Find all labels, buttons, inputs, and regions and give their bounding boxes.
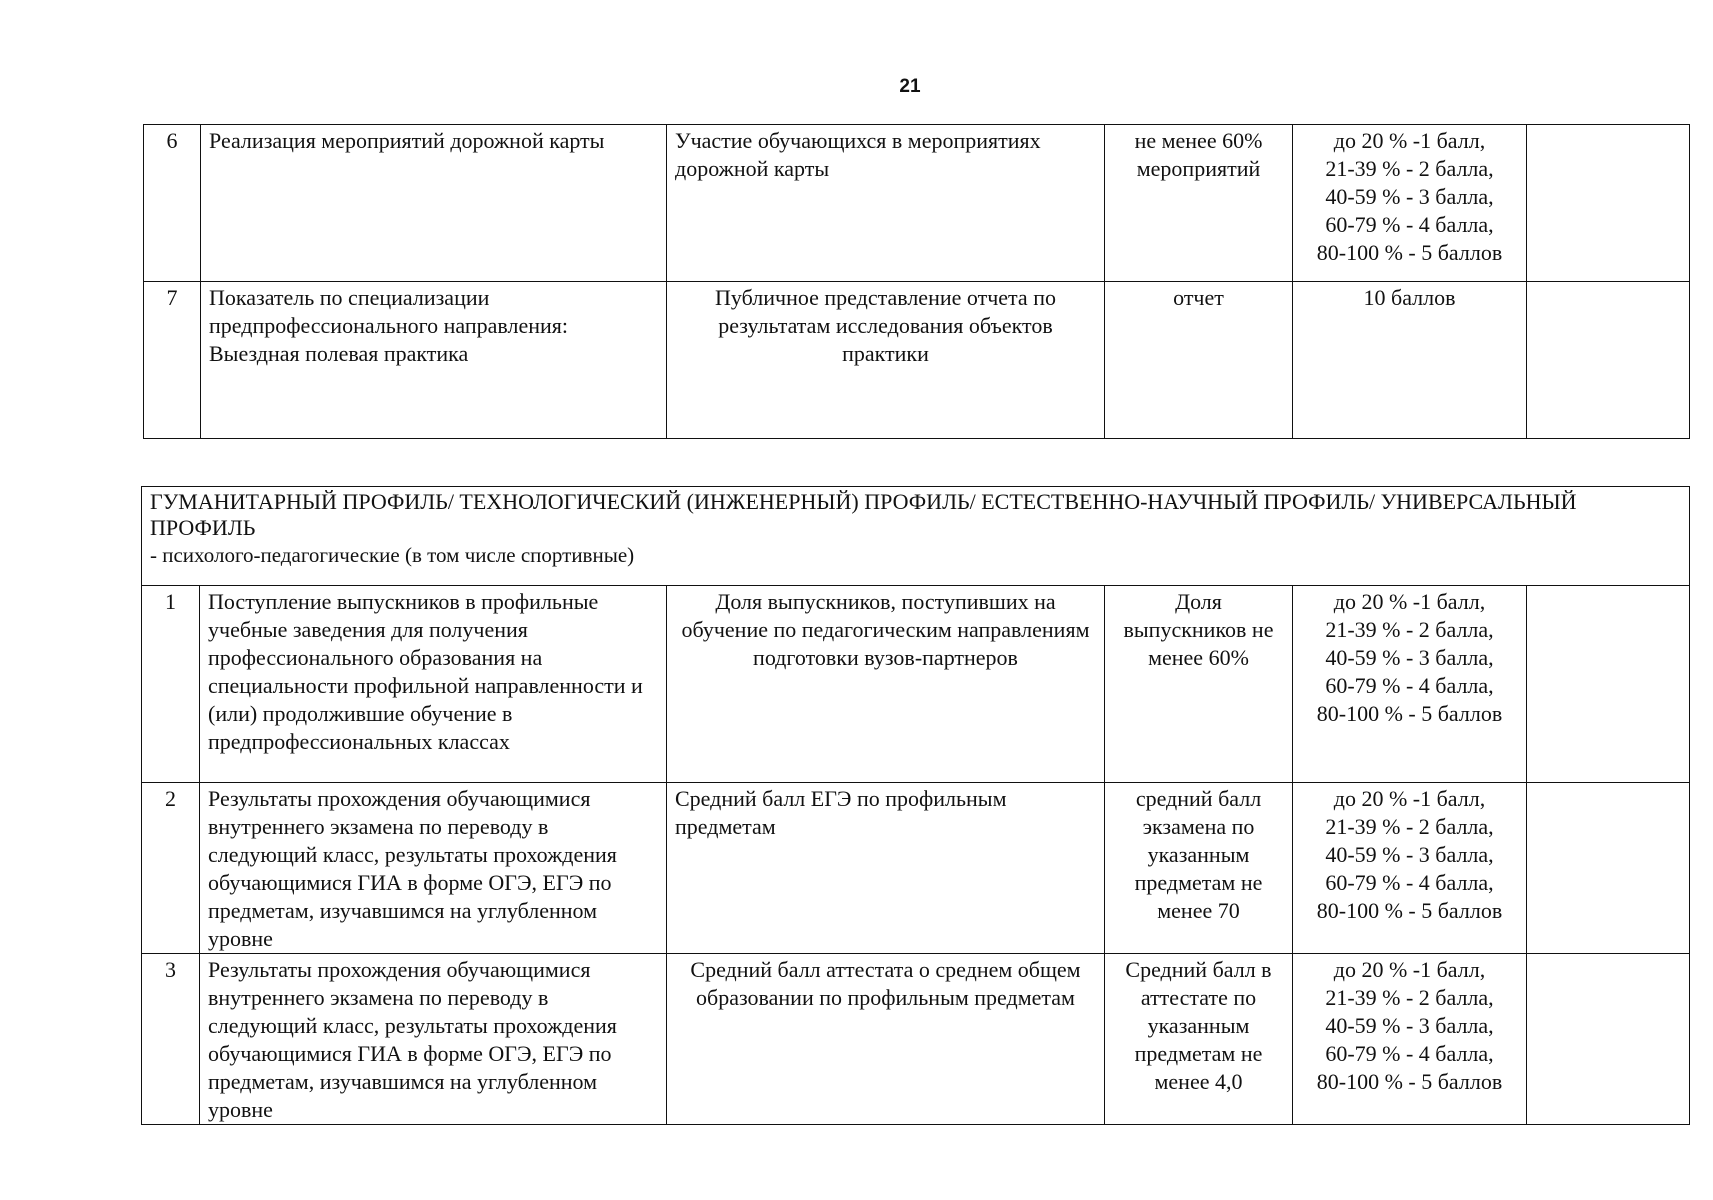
indicator-cell: Публичное представление отчета по результатам исследования объектов практики [667,282,1105,439]
row-number: 1 [142,586,200,783]
indicator-cell: Средний балл ЕГЭ по профильным предметам [667,783,1105,954]
score-line: 10 баллов [1363,285,1456,310]
indicator-cell: Доля выпускников, поступивших на обучение по педагогическим направлениям подготовки вузов-партнеров [667,586,1105,783]
table-row [142,783,1690,954]
criterion-cell: Поступление выпускников в профильные учебные заведения для получения профессионального образования на специальности профильной направленности и (или) продолжившие обучение в предпрофессиональных классах [200,586,667,783]
score-line: до 20 % -1 балл, [1333,128,1486,153]
norm-cell: Средний балл в аттестате по указанным предметам не менее 4,0 [1105,954,1293,1125]
empty-cell [1527,282,1690,439]
score-line: 21-39 % - 2 балла, [1325,617,1494,642]
profile-header-row [142,487,1690,586]
score-line: 60-79 % - 4 балла, [1325,870,1494,895]
score-line: 40-59 % - 3 балла, [1325,184,1494,209]
table-row [144,125,1690,282]
empty-cell [1527,586,1690,783]
score-line: 80-100 % - 5 баллов [1316,898,1503,923]
criterion-cell: Реализация мероприятий дорожной карты [201,125,667,282]
score-line: 21-39 % - 2 балла, [1325,156,1494,181]
score-line: до 20 % -1 балл, [1333,589,1486,614]
score-line: до 20 % -1 балл, [1333,786,1486,811]
profile-header-cell [142,487,1690,586]
row-number: 2 [142,783,200,954]
criterion-cell: Результаты прохождения обучающимися внутреннего экзамена по переводу в следующий класс, результаты прохождения обучающимися ГИА в форме ОГЭ, ЕГЭ по предметам, изучавшимся на углубленном уровне [200,954,667,1125]
scores-cell [1293,282,1527,439]
empty-cell [1527,783,1690,954]
score-line: 80-100 % - 5 баллов [1316,701,1503,726]
row-number: 6 [144,125,201,282]
score-line: 80-100 % - 5 баллов [1316,1069,1503,1094]
table-row [142,954,1690,1125]
table-row [142,586,1690,783]
row-number: 3 [142,954,200,1125]
score-line: 60-79 % - 4 балла, [1325,673,1494,698]
score-line: 60-79 % - 4 балла, [1325,212,1494,237]
norm-cell: отчет [1105,282,1293,439]
indicator-cell: Участие обучающихся в мероприятиях дорожной карты [667,125,1105,282]
norm-cell: Доля выпускников не менее 60% [1105,586,1293,783]
score-line: 21-39 % - 2 балла, [1325,985,1494,1010]
scores-cell [1293,125,1527,282]
norm-cell: средний балл экзамена по указанным предметам не менее 70 [1105,783,1293,954]
score-line: 40-59 % - 3 балла, [1325,1013,1494,1038]
indicator-cell: Средний балл аттестата о среднем общем образовании по профильным предметам [667,954,1105,1125]
empty-cell [1527,954,1690,1125]
criteria-table-top [143,124,1690,439]
score-line: до 20 % -1 балл, [1333,957,1486,982]
row-number: 7 [144,282,201,439]
criterion-cell: Показатель по специализации предпрофессионального направления: Выездная полевая практика [201,282,667,439]
norm-cell: не менее 60% мероприятий [1105,125,1293,282]
table-row [144,282,1690,439]
criterion-cell: Результаты прохождения обучающимися внутреннего экзамена по переводу в следующий класс, результаты прохождения обучающимися ГИА в форме ОГЭ, ЕГЭ по предметам, изучавшимся на углубленном уровне [200,783,667,954]
profile-subtitle: - психолого-педагогические (в том числе спортивные) [150,543,635,567]
scores-cell [1293,954,1527,1125]
criteria-table-profiles [141,486,1690,1125]
profile-title: ГУМАНИТАРНЫЙ ПРОФИЛЬ/ ТЕХНОЛОГИЧЕСКИЙ (ИНЖЕНЕРНЫЙ) ПРОФИЛЬ/ ЕСТЕСТВЕННО-НАУЧНЫЙ ПРОФИЛЬ/ УНИВЕРСАЛЬНЫЙ ПРОФИЛЬ [150,489,1577,540]
page-number: 21 [899,76,921,97]
score-line: 80-100 % - 5 баллов [1316,240,1503,265]
score-line: 60-79 % - 4 балла, [1325,1041,1494,1066]
empty-cell [1527,125,1690,282]
score-line: 40-59 % - 3 балла, [1325,645,1494,670]
score-line: 21-39 % - 2 балла, [1325,814,1494,839]
scores-cell [1293,586,1527,783]
scores-cell [1293,783,1527,954]
score-line: 40-59 % - 3 балла, [1325,842,1494,867]
